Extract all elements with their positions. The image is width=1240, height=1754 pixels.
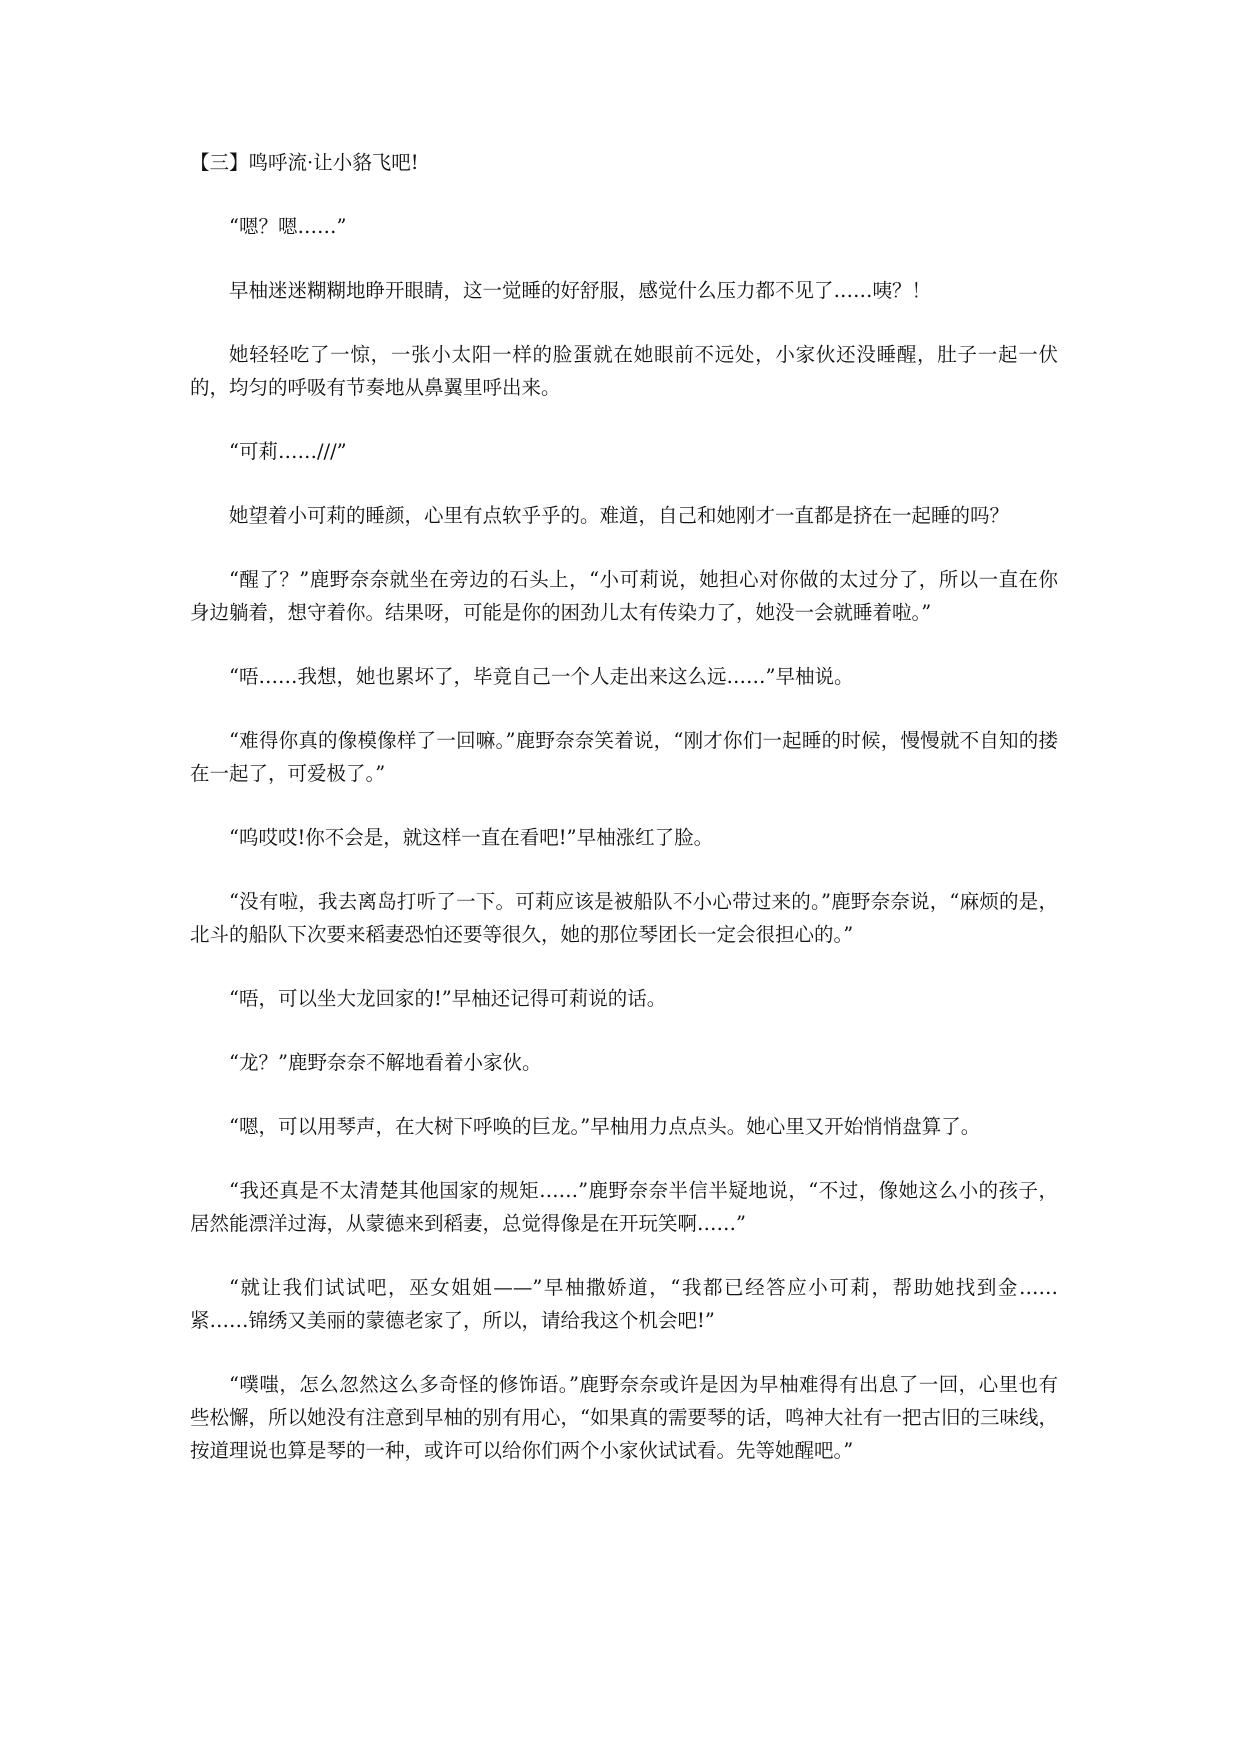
paragraph: “醒了？”鹿野奈奈就坐在旁边的石头上，“小可莉说，她担心对你做的太过分了，所以一直在你身边躺着，想守着你。结果呀，可能是你的困劲儿太有传染力了，她没一会就睡着啦。” [190,568,1058,624]
paragraph: “就让我们试试吧，巫女姐姐——”早柚撒娇道，“我都已经答应小可莉，帮助她找到金……紧……锦绣又美丽的蒙德老家了，所以，请给我这个机会吧!” [190,1276,1058,1332]
paragraph: “呜哎哎!你不会是，就这样一直在看吧!”早柚涨红了脸。 [229,826,714,849]
chapter-title: 【三】鸣呼流·让小貉飞吧! [190,151,419,174]
document-body [190,146,1058,1498]
paragraph: 她轻轻吃了一惊，一张小太阳一样的脸蛋就在她眼前不远处，小家伙还没睡醒，肚子一起一伏的，均匀的呼吸有节奏地从鼻翼里呼出来。 [190,343,1058,399]
paragraph: “可莉……///” [229,440,347,463]
paragraph: “我还真是不太清楚其他国家的规矩……”鹿野奈奈半信半疑地说，“不过，像她这么小的孩子，居然能漂洋过海，从蒙德来到稻妻，总觉得像是在开玩笑啊……” [190,1179,1058,1235]
paragraph: “嗯？嗯……” [229,215,347,238]
paragraph: “没有啦，我去离岛打听了一下。可莉应该是被船队不小心带过来的。”鹿野奈奈说，“麻烦的是，北斗的船队下次要来稻妻恐怕还要等很久，她的那位琴团长一定会很担心的。” [190,890,1058,946]
paragraph: 早柚迷迷糊糊地睁开眼睛，这一觉睡的好舒服，感觉什么压力都不见了……咦？！ [229,279,932,302]
paragraph: “龙？”鹿野奈奈不解地看着小家伙。 [229,1051,542,1074]
paragraph: “嗯，可以用琴声，在大树下呼唤的巨龙。”早柚用力点点头。她心里又开始悄悄盘算了。 [229,1115,981,1138]
paragraph: “唔，可以坐大龙回家的!”早柚还记得可莉说的话。 [229,987,667,1010]
paragraph: “难得你真的像模像样了一回嘛。”鹿野奈奈笑着说，“刚才你们一起睡的时候，慢慢就不自知的搂在一起了，可爱极了。” [190,729,1058,785]
paragraph: 她望着小可莉的睡颜，心里有点软乎乎的。难道，自己和她刚才一直都是挤在一起睡的吗？ [229,504,1010,527]
paragraph: “唔……我想，她也累坏了，毕竟自己一个人走出来这么远……”早柚说。 [229,665,854,688]
paragraph: “噗嗤，怎么忽然这么多奇怪的修饰语。”鹿野奈奈或许是因为早柚难得有出息了一回，心里也有些松懈，所以她没有注意到早柚的别有用心，“如果真的需要琴的话，鸣神大社有一把古旧的三味线，按道理说也算是琴的一种，或许可以给你们两个小家伙试试看。先等她醒吧。” [190,1373,1058,1462]
